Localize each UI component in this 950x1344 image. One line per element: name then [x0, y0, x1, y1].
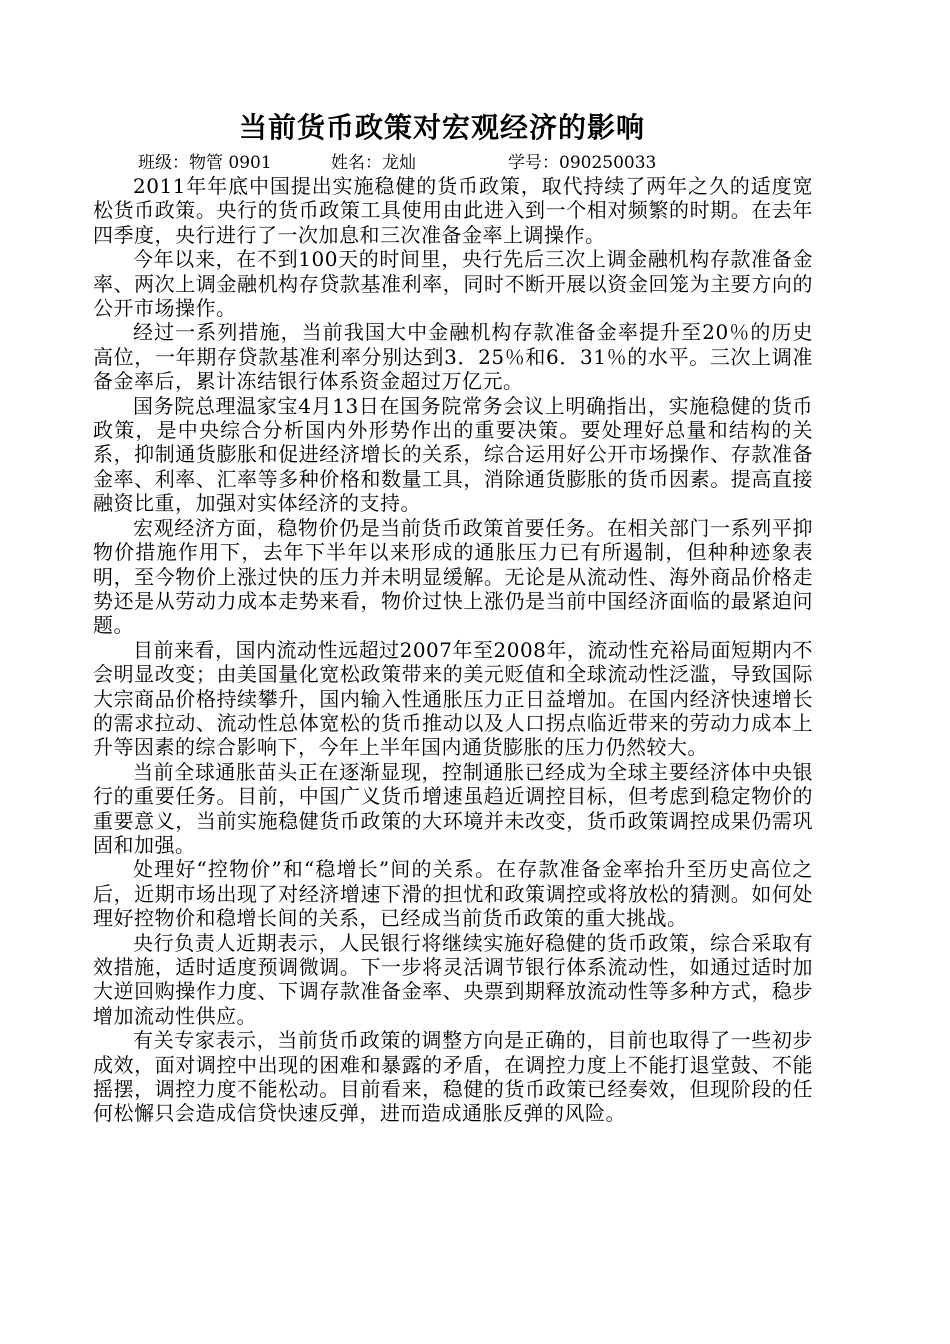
name-info: 姓名：龙灿 [331, 153, 416, 173]
student-id-info: 学号：090250033 [508, 153, 657, 173]
paragraph: 今年以来，在不到100天的时间里，央行先后三次上调金融机构存款准备金率、两次上调金融机构存贷款基准利率，同时不断开展以资金回笼为主要方向的公开市场操作。 [93, 247, 813, 321]
paragraph: 处理好“控物价”和“稳增长”间的关系。在存款准备金率抬升至历史高位之后，近期市场出现了对经济增速下滑的担忧和政策调控或将放松的猜测。如何处理好控物价和稳增长间的关系，已经成当前货币政策的重大挑战。 [93, 857, 813, 931]
paragraph: 2011年年底中国提出实施稳健的货币政策，取代持续了两年之久的适度宽松货币政策。央行的货币政策工具使用由此进入到一个相对频繁的时期。在去年四季度，央行进行了一次加息和三次准备金率上调操作。 [93, 174, 813, 247]
paragraph: 有关专家表示，当前货币政策的调整方向是正确的，目前也取得了一些初步成效，面对调控中出现的困难和暴露的矛盾，在调控力度上不能打退堂鼓、不能摇摆，调控力度不能松动。目前看来，稳健的货币政策已经奏效，但现阶段的任何松懈只会造成信贷快速反弹，进而造成通胀反弹的风险。 [93, 1028, 813, 1126]
class-info: 班级：物管 0901 [138, 153, 272, 173]
document-body [93, 174, 813, 1126]
paragraph: 目前来看，国内流动性远超过2007年至2008年，流动性充裕局面短期内不会明显改变；由美国量化宽松政策带来的美元贬值和全球流动性泛滥，导致国际大宗商品价格持续攀升，国内输入性通胀压力正日益增加。在国内经济快速增长的需求拉动、流动性总体宽松的货币推动以及人口拐点临近带来的劳动力成本上升等因素的综合影响下，今年上半年国内通货膨胀的压力仍然较大。 [93, 637, 813, 760]
paragraph: 国务院总理温家宝4月13日在国务院常务会议上明确指出，实施稳健的货币政策，是中央综合分析国内外形势作出的重要决策。要处理好总量和结构的关系，抑制通货膨胀和促进经济增长的关系，综合运用好公开市场操作、存款准备金率、利率、汇率等多种价格和数量工具，消除通货膨胀的货币因素。提高直接融资比重，加强对实体经济的支持。 [93, 393, 813, 516]
paragraph: 经过一系列措施，当前我国大中金融机构存款准备金率提升至20％的历史高位，一年期存贷款基准利率分别达到3．25％和6．31％的水平。三次上调准备金率后，累计冻结银行体系资金超过万亿元。 [93, 320, 813, 394]
paragraph: 宏观经济方面，稳物价仍是当前货币政策首要任务。在相关部门一系列平抑物价措施作用下，去年下半年以来形成的通胀压力已有所遏制，但种种迹象表明，至今物价上涨过快的压力并未明显缓解。无论是从流动性、海外商品价格走势还是从劳动力成本走势来看，物价过快上涨仍是当前中国经济面临的最紧迫问题。 [93, 515, 813, 638]
paragraph: 央行负责人近期表示，人民银行将继续实施好稳健的货币政策，综合采取有效措施，适时适度预调微调。下一步将灵活调节银行体系流动性，如通过适时加大逆回购操作力度、下调存款准备金率、央票到期释放流动性等多种方式，稳步增加流动性供应。 [93, 930, 813, 1028]
document-title: 当前货币政策对宏观经济的影响 [238, 111, 645, 144]
paragraph: 当前全球通胀苗头正在逐渐显现，控制通胀已经成为全球主要经济体中央银行的重要任务。目前，中国广义货币增速虽趋近调控目标，但考虑到稳定物价的重要意义，当前实施稳健货币政策的大环境并未改变，货币政策调控成果仍需巩固和加强。 [93, 759, 813, 857]
